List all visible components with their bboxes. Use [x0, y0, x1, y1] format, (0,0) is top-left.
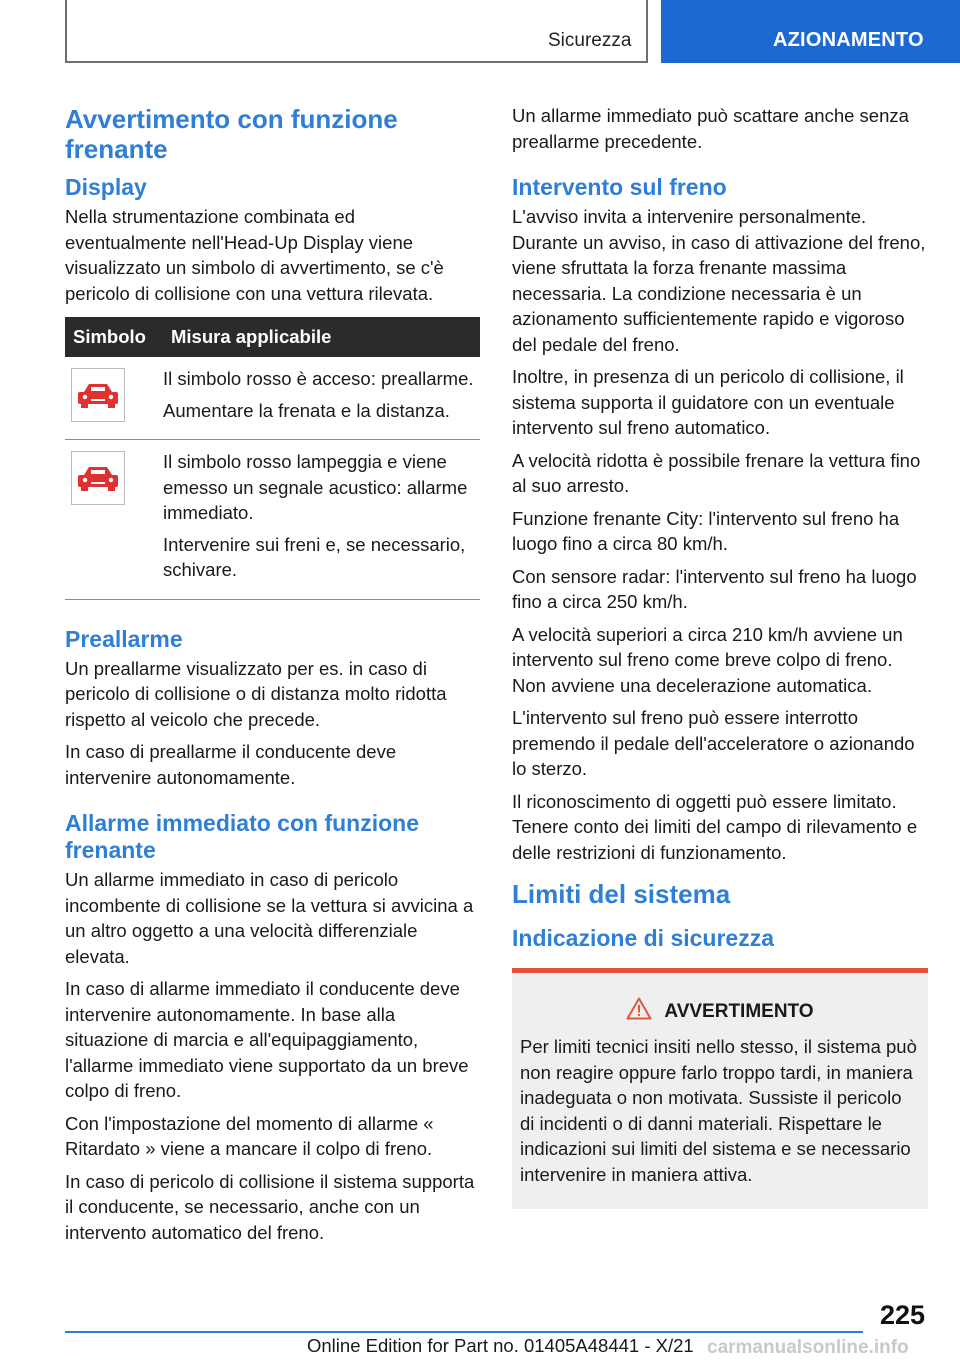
immediate-para-3: Con l'impostazione del momento di allarme « Ritardato » viene a mancare il colpo di freno. [65, 1112, 434, 1159]
brake-para-5: Con sensore radar: l'intervento sul freno ha luogo fino a circa 250 km/h. [512, 565, 917, 612]
warning-text: Per limiti tecnici insiti nello stesso, il sistema può non reagire oppure farlo troppo tardi, in maniera inadeguata o non motivata. Sussiste il pericolo di incidenti o di danni materiali. Rispettare le indicazioni sui limiti del sistema e se necessario intervenire in maniera attiva. [520, 1036, 917, 1185]
brake-para-7: L'intervento sul freno può essere interrotto premendo il pedale dell'acceleratore o azionando lo sterzo. [512, 707, 915, 779]
left-column [65, 100, 480, 1252]
warning-triangle-icon [626, 997, 652, 1026]
row2-line1: Il simbolo rosso lampeggia e viene emesso un segnale acustico: allarme immediato. [163, 451, 468, 523]
heading-brake-intervention: Intervento sul freno [512, 174, 727, 200]
page-number: 225 [880, 1300, 926, 1330]
warning-title: AVVERTIMENTO [664, 1000, 814, 1022]
intro-text: Un allarme immediato può scattare anche senza preallarme precedente. [512, 105, 909, 152]
right-column [512, 103, 928, 1209]
red-car-warning-icon [71, 368, 125, 422]
red-car-flashing-warning-icon [71, 451, 125, 505]
immediate-para-1: Un allarme immediato in caso di pericolo incombente di collisione se la vettura si avvicina a un altro oggetto a una velocità differenziale elevata. [65, 869, 474, 967]
table-header-symbol: Simbolo [65, 317, 163, 357]
brake-para-3: A velocità ridotta è possibile frenare la vettura fino al suo arresto. [512, 449, 921, 496]
immediate-para-2: In caso di allarme immediato il conducente deve intervenire autonomamente. In base alla situazione di marcia e all'equipaggiamento, l'allarme immediato viene supportato da un breve colpo di freno. [65, 978, 469, 1101]
section-title-brake-warning: Avvertimento con funzione frenante [65, 104, 398, 164]
table-header-measure: Misura applicabile [163, 317, 480, 357]
watermark: carmanualsonline.info [707, 1337, 909, 1358]
heading-immediate-alarm: Allarme immediato con funzione frenante [65, 810, 419, 863]
heading-display: Display [65, 174, 147, 200]
heading-prealarm: Preallarme [65, 625, 183, 652]
prealarm-para-1: Un preallarme visualizzato per es. in caso di pericolo di collisione o di distanza molto ridotta rispetto al veicolo che precede. [65, 657, 447, 730]
brake-para-8: Il riconoscimento di oggetti può essere limitato. Tenere conto dei limiti del campo di rilevamento e delle restrizioni di funzionamento. [512, 790, 918, 863]
brake-para-2: Inoltre, in presenza di un pericolo di collisione, il sistema supporta il guidatore con un eventuale intervento sul freno automatico. [512, 366, 904, 438]
footer-rule [65, 1331, 863, 1333]
brake-para-1: L'avviso invita a intervenire personalmente. Durante un avviso, in caso di attivazione del freno, viene sfruttata la forza frenante massima necessaria. La condizione necessaria è un azionamento sufficientemente rapido e vigoroso del pedale del freno. [512, 206, 926, 355]
prealarm-para-2: In caso di preallarme il conducente deve intervenire autonomamente. [65, 741, 397, 788]
display-text: Nella strumentazione combinata ed eventualmente nell'Head-Up Display viene visualizzato un simbolo di avvertimento, se c'è pericolo di collisione con una vettura rilevata. [65, 206, 444, 304]
row1-line1: Il simbolo rosso è acceso: preallarme. [163, 368, 474, 389]
table-row [65, 440, 480, 600]
row2-line2: Intervenire sui freni e, se necessario, schivare. [163, 533, 466, 580]
row1-line2: Aumentare la frenata e la distanza. [163, 399, 450, 421]
table-row [65, 357, 480, 440]
heading-safety-note: Indicazione di sicurezza [512, 925, 775, 951]
symbol-table [65, 317, 480, 600]
warning-title-row [520, 997, 920, 1026]
footer-edition: Online Edition for Part no. 01405A48441 - X/21 [307, 1335, 694, 1356]
brake-para-6: A velocità superiori a circa 210 km/h avviene un intervento sul freno come breve colpo di freno. Non avviene una decelerazione automatica. [512, 623, 903, 696]
header-chapter-tab: AZIONAMENTO [661, 0, 960, 63]
immediate-para-4: In caso di pericolo di collisione il sistema supporta il conducente, se necessario, anche con un intervento automatico del freno. [65, 1170, 475, 1243]
brake-para-4: Funzione frenante City: l'intervento sul freno ha luogo fino a circa 80 km/h. [512, 507, 900, 554]
warning-box [512, 968, 928, 1209]
heading-system-limits: Limiti del sistema [512, 879, 731, 909]
header-section-label: Sicurezza [548, 30, 632, 51]
